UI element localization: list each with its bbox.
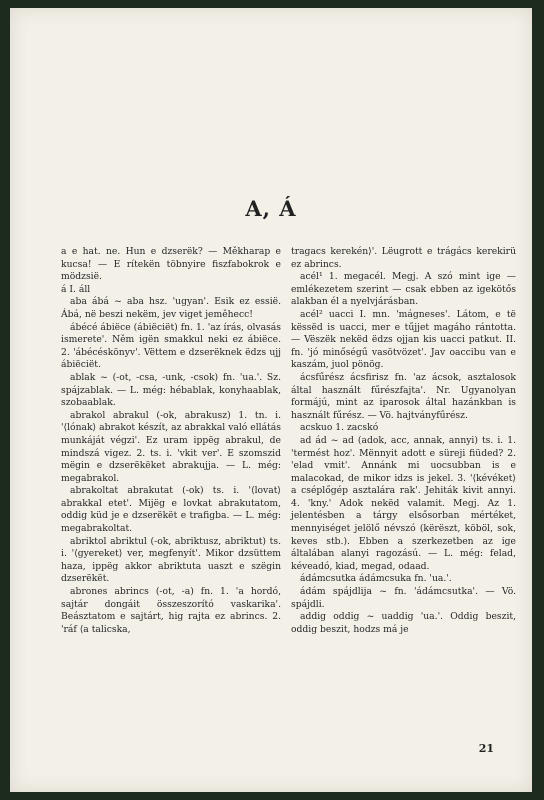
entry-acskuo: acskuo 1. zacskó [300, 422, 379, 434]
left-column [61, 246, 281, 636]
entry-aba: aba ábá ~ aba hsz. 'ugyan'. Esik ez essië. Ábá, në beszi nekëm, jev viget jeměhecc! [61, 296, 281, 320]
entry-addig: addig oddig ~ uaddig 'ua.'. Oddig beszit, oddig beszit, hodzs má je [291, 611, 516, 635]
entry-adamcsutka: ádámcsutka ádámcsuka fn. 'ua.'. [300, 573, 452, 585]
entry-continuation: tragacs kerekén⟩'. Lëugrott e trágács kerekirü ez abrincs. [291, 246, 516, 270]
page-number: 21 [478, 742, 494, 755]
right-column [291, 246, 516, 636]
entry-abrones: abrones abrincs (-ot, -a) fn. 1. 'a hordó, sajtár dongáit összeszorító vaskarika'. Beásztatom e sajtárt, hig rajta ez abrincs. 2. 'ráf ⟨a talicska, [61, 586, 281, 635]
entry-ad: ad ád ~ ad (adok, acc, annak, annyi) ts. i. 1. 'termést hoz'. Mënnyit adott e süreji fiüded? 2. 'elad vmit'. Annánk mi uocsubban is e malacokad, de mikor idzs is jekel. 3. '⟨kévéket⟩ a cséplőgép asztalára rak'. Jehiták kivit annyi. 4. 'kny.' Adok nekëd valamit. Megj. Az 1. jelentésben a tárgy elsősorban mértéket, mennyiséget jelölő névszó (kërëszt, köböl, sok, keves stb.). Ebben a szerkezetben az ige általában alanyi ragozású. — L. még: felad, kéveadó, kiad, megad, odaad. [291, 434, 516, 572]
dictionary-page [10, 8, 532, 792]
entry-acel1: acél¹ 1. megacél. Megj. A szó mint ige — emlékezetem szerint — csak ebben az igekötős alakban él a nyelvjárásban. [291, 271, 516, 308]
entry-abrakoltat: abrakoltat abrakutat (-ok) ts. i. '⟨lovat⟩ abrakkal etet'. Mijëg e lovkat abrakutatom, oddig küd je e dzserëkët e trafigba. — L. még: megabrakoltat. [61, 485, 281, 535]
entry-abriktol: abriktol abriktul (-ok, abriktusz, abriktut) ts. i. '⟨gyereket⟩ ver, megfenyít'. Mikor dzsüttem haza, ippëg akkor abriktuta uaszt e szëgin dzserëkët. [61, 535, 281, 585]
entry-adam-spajdlija: ádám spájdlija ~ fn. 'ádámcsutka'. — Vö. spájdli. [291, 586, 516, 610]
entry-abece: ábécé ábiëce (ábiëciët) fn. 1. 'az írás, olvasás ismerete'. Něm igën smakkul neki ez ábiëce. 2. 'ábécéskönyv'. Vëttem e dzserëknek ëdzs ujj ábiëciët. [61, 321, 281, 371]
entry-abrakol: abrakol abrakul (-ok, abrakusz) 1. tn. i. '⟨lónak⟩ abrakot készít, az abrakkal való ellátás munkáját végzi'. Ez uram ippëg abrakul, de mindszá vigez. 2. ts. i. 'vkit ver'. E szomszid mëgin e dzserëkëket abrakujja. — L. még: megabrakol. [61, 409, 281, 484]
entry-acsfuresz: ácsfűrész ácsfirisz fn. 'az ácsok, asztalosok által használt fűrészfajta'. Nr. Ugyanolyan formájú, mint az iparosok által hazánkban is használt fűrész. — Vö. hajtványfűrész. [291, 371, 516, 421]
entry-a-accent: á I. áll [61, 283, 91, 295]
entry-acel2: acél² uacci I. mn. 'mágneses'. Látom, e të këssëd is uacci, mer e tűjjet magáho rántotta. — Vëszëk nekëd ëdzs ojjan kis uacci patkut. II. fn. 'jó minőségű vasötvözet'. Jav oaccibu van e kaszám, juol pönög. [291, 308, 516, 371]
entry-ablak: ablak ~ (-ot, -csa, -unk, -csok) fn. 'ua.'. Sz. spájzablak. — L. még: hébablak, konyhaablak, szobaablak. [61, 371, 281, 409]
entry-a: a e hat. ne. Hun e dzserëk? — Měkharap e kucsa! — E rítekën töbnyire fiszfabokrok e mödzsië. [61, 246, 281, 283]
section-heading: A, Á [245, 196, 297, 221]
